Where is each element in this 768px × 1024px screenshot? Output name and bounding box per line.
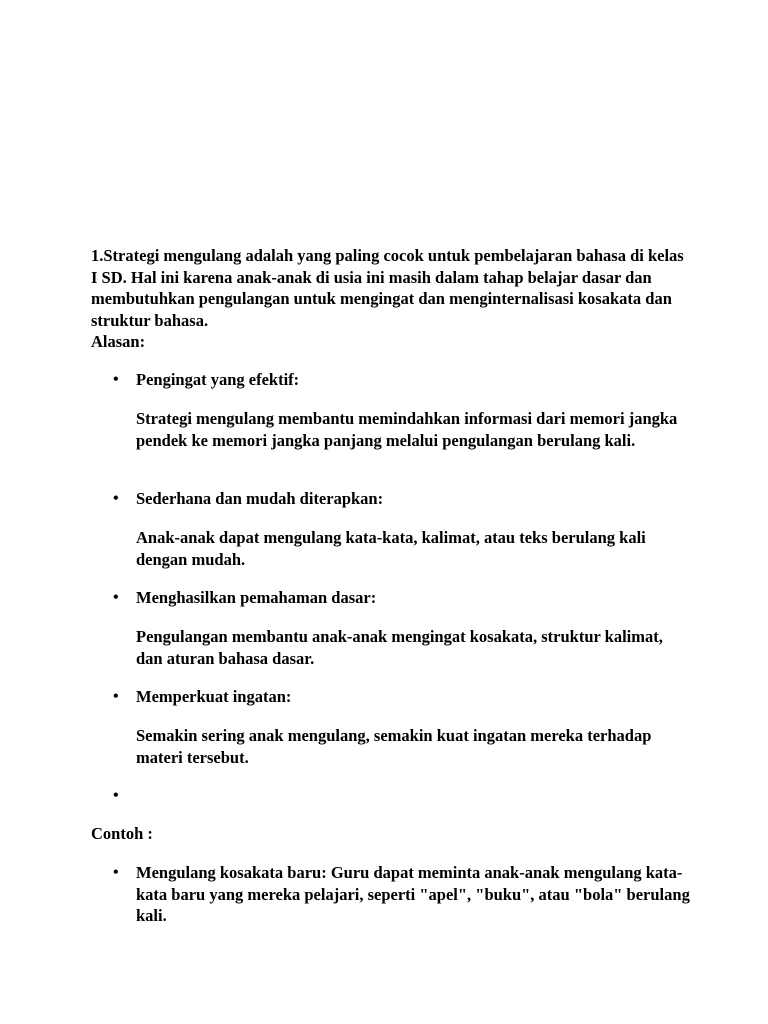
reason-description: Anak-anak dapat mengulang kata-kata, kalimat, atau teks berulang kali dengan mudah. <box>136 528 646 569</box>
bullet-icon: • <box>113 490 119 507</box>
alasan-label: Alasan: <box>91 332 146 351</box>
reason-title: Memperkuat ingatan: <box>136 687 292 706</box>
reason-title: Sederhana dan mudah diterapkan: <box>136 489 384 508</box>
bullet-icon: • <box>113 589 119 606</box>
reason-description: Strategi mengulang membantu memindahkan informasi dari memori jangka pendek ke memori jangka panjang melalui pengulangan berulang kali. <box>136 409 678 450</box>
bullet-icon: • <box>113 371 119 388</box>
reason-title: Menghasilkan pemahaman dasar: <box>136 588 377 607</box>
contoh-label: Contoh : <box>91 824 153 843</box>
reason-description: Semakin sering anak mengulang, semakin kuat ingatan mereka terhadap materi tersebut. <box>136 726 652 767</box>
bullet-icon: • <box>113 864 119 881</box>
example-text: Mengulang kosakata baru: Guru dapat meminta anak-anak mengulang kata-kata baru yang mereka pelajari, seperti "apel", "buku", atau "bola" berulang kali. <box>136 863 690 925</box>
intro-paragraph: 1.Strategi mengulang adalah yang paling cocok untuk pembelajaran bahasa di kelas I SD. Hal ini karena anak-anak di usia ini masih dalam tahap belajar dasar dan membutuhkan pengulangan untuk mengingat dan menginternalisasi kosakata dan struktur bahasa. <box>91 246 684 330</box>
bullet-icon: • <box>113 688 119 705</box>
reason-title: Pengingat yang efektif: <box>136 370 300 389</box>
bullet-icon: • <box>113 787 119 804</box>
reason-description: Pengulangan membantu anak-anak mengingat kosakata, struktur kalimat, dan aturan bahasa dasar. <box>136 627 663 668</box>
